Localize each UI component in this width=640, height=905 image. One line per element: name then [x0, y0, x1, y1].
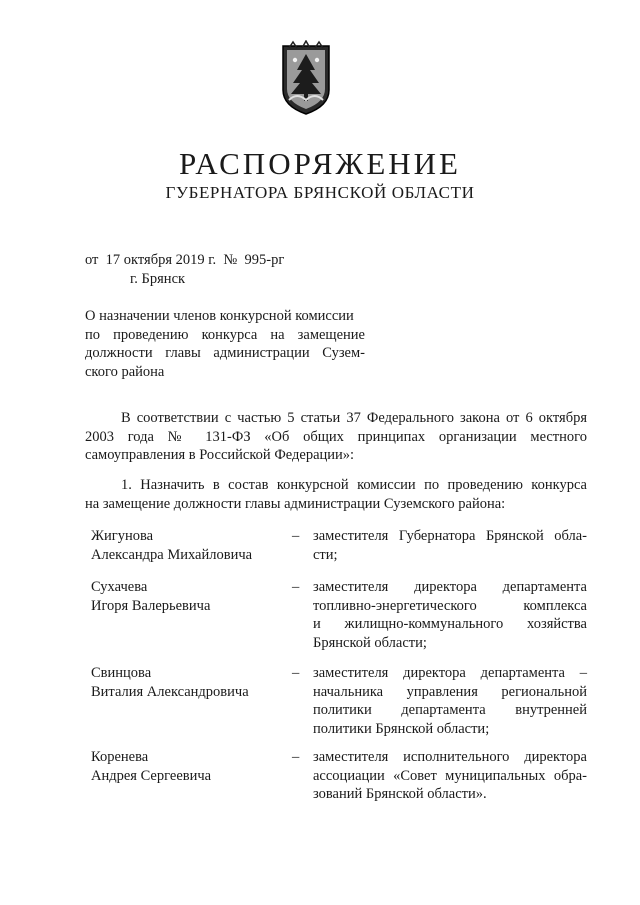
- member-position: [313, 664, 587, 738]
- position-line: политики департамента внутренней: [313, 702, 587, 718]
- dash: –: [292, 579, 300, 595]
- member-surname: Сухачева: [91, 579, 148, 595]
- position-line: и жилищно-коммунального хозяйства: [313, 616, 587, 632]
- member-name: [91, 664, 249, 701]
- dash: –: [292, 665, 300, 681]
- position-line: ассоциации «Совет муниципальных обра-: [313, 767, 587, 784]
- subject-line: О назначении членов конкурсной комиссии: [85, 308, 354, 324]
- member-surname: Жигунова: [91, 528, 154, 544]
- position-line: Брянской области;: [313, 634, 427, 651]
- position-line: начальника управления региональной: [313, 683, 587, 700]
- position-line: сти;: [313, 546, 338, 563]
- member-position: [313, 527, 587, 564]
- document-date-number: от 17 октября 2019 г. № 995-рг: [85, 252, 285, 268]
- member-given-names: Игоря Валерьевича: [91, 597, 211, 614]
- subject-line: должности главы администрации Сузем-: [85, 345, 365, 361]
- position-line: заместителя директора департамента: [313, 579, 587, 595]
- member-surname: Коренева: [91, 749, 149, 765]
- document-subject: [85, 307, 365, 381]
- dash: –: [292, 749, 300, 765]
- preamble-paragraph: [85, 409, 587, 465]
- position-line: политики Брянской области;: [313, 720, 490, 737]
- item-1-paragraph: [85, 476, 587, 513]
- paragraph-line: 1. Назначить в состав конкурсной комиссии по проведению конкурса: [121, 477, 587, 493]
- paragraph-line: самоуправления в Российской Федерации»:: [85, 447, 355, 463]
- member-name: [91, 527, 252, 564]
- position-line: заместителя директора департамента –: [313, 665, 587, 681]
- position-line: заместителя Губернатора Брянской обла-: [313, 528, 587, 544]
- member-position: [313, 578, 587, 652]
- member-given-names: Андрея Сергеевича: [91, 767, 212, 784]
- paragraph-line: 2003 года № 131-ФЗ «Об общих принципах организации местного: [85, 428, 587, 445]
- paragraph-line: на замещение должности главы администрации Суземского района:: [85, 495, 506, 512]
- position-line: топливно-энергетического комплекса: [313, 597, 587, 614]
- coat-of-arms-icon: [275, 40, 337, 118]
- member-given-names: Виталия Александровича: [91, 683, 249, 700]
- paragraph-line: В соответствии с частью 5 статьи 37 Федерального закона от 6 октября: [121, 410, 587, 426]
- position-line: зований Брянской области».: [313, 786, 487, 802]
- member-surname: Свинцова: [91, 665, 152, 681]
- member-name: [91, 748, 211, 785]
- document-title: РАСПОРЯЖЕНИЕ: [179, 146, 461, 181]
- position-line: заместителя исполнительного директора: [313, 749, 587, 765]
- subject-line: ского района: [85, 363, 165, 380]
- member-given-names: Александра Михайловича: [91, 546, 253, 563]
- document-city: г. Брянск: [130, 271, 186, 287]
- subject-line: по проведению конкурса на замещение: [85, 326, 365, 343]
- member-name: [91, 578, 210, 615]
- document-subtitle: ГУБЕРНАТОРА БРЯНСКОЙ ОБЛАСТИ: [165, 183, 475, 202]
- member-position: [313, 748, 587, 804]
- dash: –: [292, 528, 300, 544]
